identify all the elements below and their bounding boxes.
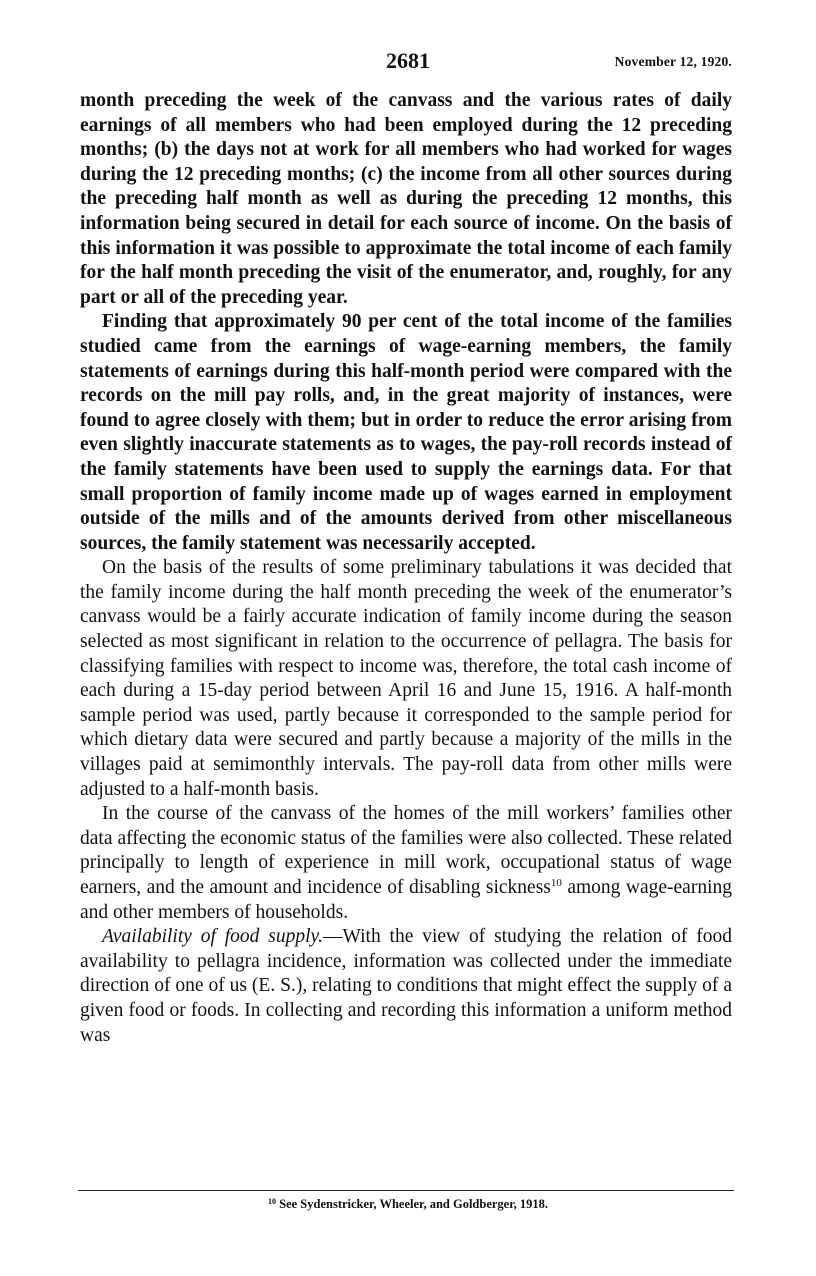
paragraph-finding: Finding that approximately 90 per cent of the total income of the families studied came from the earnings of wage-earning members, the family statements of earnings during this half-month period were compared with the records on the mill pay rolls, and, in the great majority of instances, were found to agree closely with them; but in order to reduce the error arising from even slightly inaccurate statements as to wages, the pay-roll records instead of the family statements have been used to supply the earnings data. For that small proportion of family income made up of wages earned in employment outside of the mills and of the amounts derived from other miscellaneous sources, the family statement was necessarily accepted. <box>80 311 732 554</box>
body-text <box>80 89 732 1048</box>
footnote-number: 10 <box>268 1197 276 1206</box>
footnote-reference[interactable]: 10 <box>550 877 562 889</box>
section-run-in-heading: Availability of food supply. <box>102 926 323 948</box>
footnote-rule <box>78 1190 734 1191</box>
page-header <box>0 46 816 80</box>
paragraph-food-text: —With the view of studying the relation of food availability to pellagra incidence, information was collected under the immediate direction of one of us (E. S.), relating to conditions that might effect the supply of a given food or foods. In collecting and recording this information a uniform method was <box>80 926 732 1046</box>
paragraph-canvass-text: In the course of the canvass of the homes of the mill workers’ families other data affecting the economic status of the families were also collected. These related principally to length of experience in mill work, occupational status of wage earners, and the amount and incidence of disabling sickness <box>80 803 732 898</box>
paragraph-canvass-text-end: among wage-earning and other members of households. <box>80 877 733 923</box>
paragraph-preliminary-tabulations: On the basis of the results of some preliminary tabulations it was decided that the family income during the half month preceding the week of the enumerator’s canvass would be a fairly accurate indication of family income during the season selected as most significant in relation to the occurrence of pellagra. The basis for classifying families with respect to income was, therefore, the total cash income of each during a 15-day period between April 16 and June 15, 1916. A half-month sample period was used, partly because it corresponded to the sample period for which dietary data were secured and partly because a majority of the mills in the villages paid at semimonthly intervals. The pay-roll data from other mills were adjusted to a half-month basis. <box>80 557 732 800</box>
footnote <box>0 1197 816 1212</box>
paragraph-canvass-data <box>80 802 732 925</box>
footnote-text: See Sydenstricker, Wheeler, and Goldberger, 1918. <box>276 1197 548 1211</box>
page-number: 2681 <box>386 48 430 73</box>
paragraph-food-availability <box>80 925 732 1048</box>
paragraph-continued: month preceding the week of the canvass and the various rates of daily earnings of all members who had been employed during the 12 preceding months; (b) the days not at work for all members who had worked for wages during the 12 preceding months; (c) the income from all other sources during the preceding half month as well as during the preceding 12 months, this information being secured in detail for each source of income. On the basis of this information it was possible to approximate the total income of each family for the half month preceding the visit of the enumerator, and, roughly, for any part or all of the preceding year. <box>80 90 732 308</box>
header-date: November 12, 1920. <box>614 54 732 69</box>
